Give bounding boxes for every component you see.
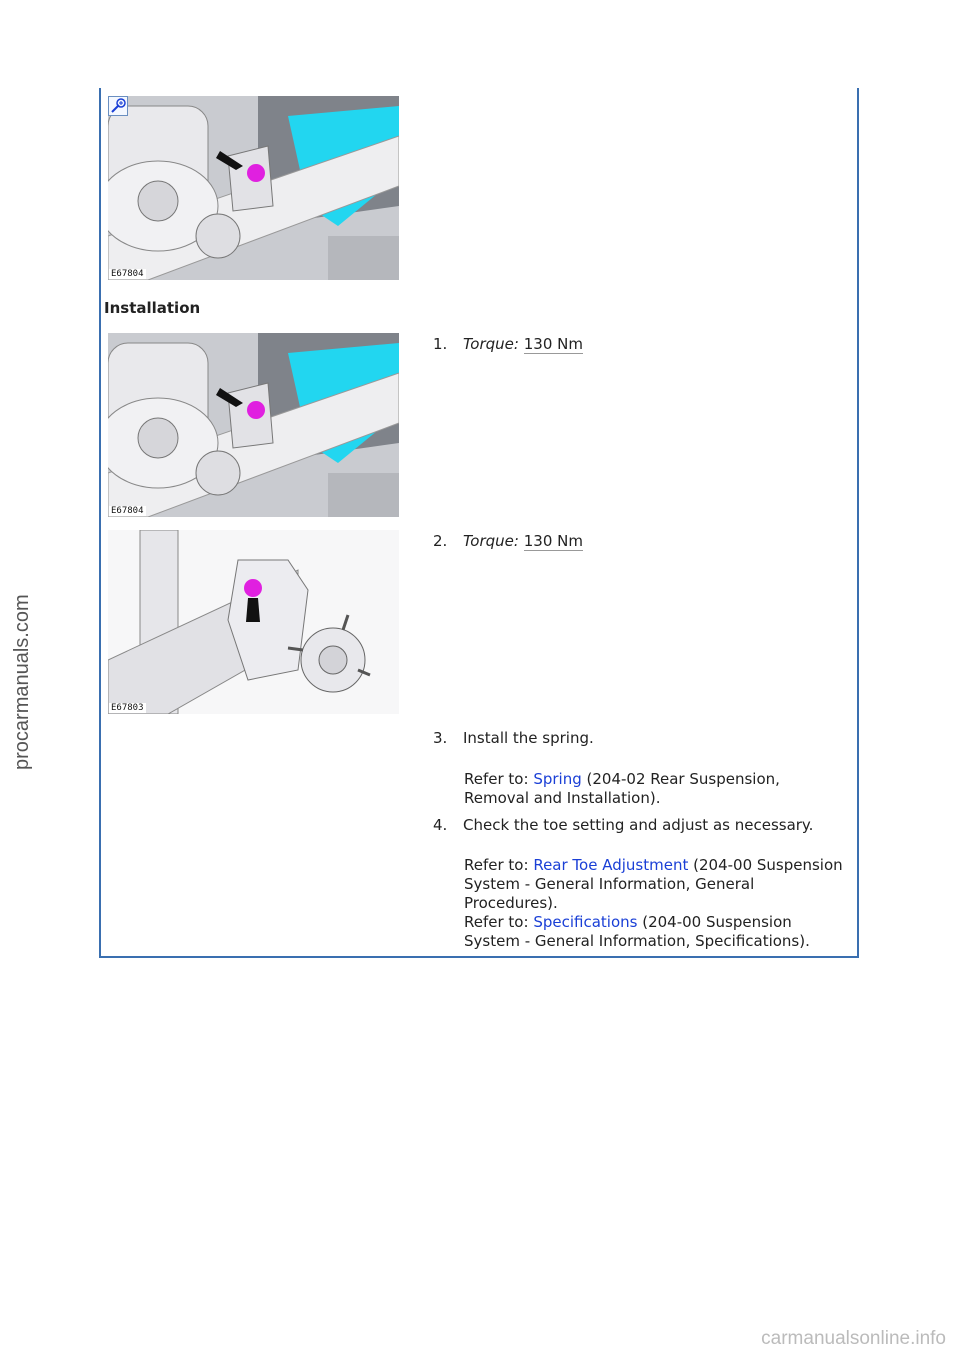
torque-label: Torque:	[463, 532, 519, 550]
specifications-link[interactable]: Specifications	[533, 913, 638, 931]
step-number: 1.	[433, 335, 448, 353]
step-1	[433, 335, 583, 354]
step-number: 2.	[433, 532, 448, 550]
refer-suffix: (204-02 Rear Suspension, Removal and Installation).	[464, 770, 780, 807]
figure-1	[108, 96, 399, 280]
figure-3	[108, 530, 399, 714]
step-4	[433, 816, 813, 835]
step-number: 3.	[433, 729, 448, 747]
step-number: 4.	[433, 816, 448, 834]
torque-value[interactable]: 130 Nm	[523, 335, 583, 353]
step-text: Install the spring.	[463, 729, 594, 747]
refer-prefix: Refer to:	[464, 856, 529, 874]
step-3-reference	[464, 770, 844, 808]
refer-prefix: Refer to:	[464, 770, 529, 788]
figure-code: E67803	[111, 703, 144, 713]
watermark-procarmanuals: procarmanuals.com	[11, 594, 33, 770]
figure-code: E67804	[111, 269, 144, 279]
step-2	[433, 532, 583, 551]
figure-2	[108, 333, 399, 517]
spring-link[interactable]: Spring	[533, 770, 582, 788]
step-text: Check the toe setting and adjust as necessary.	[463, 816, 814, 834]
watermark-carmanualsonline: carmanualsonline.info	[761, 1328, 946, 1349]
step-4-reference	[464, 856, 844, 951]
zoom-icon[interactable]	[108, 96, 128, 116]
torque-label: Torque:	[463, 335, 519, 353]
step-3	[433, 729, 594, 748]
refer-prefix: Refer to:	[464, 913, 529, 931]
refer-suffix: (204-00 Suspension System - General Information, Specifications).	[464, 913, 810, 950]
torque-value[interactable]: 130 Nm	[523, 532, 583, 550]
section-heading: Installation	[104, 299, 201, 317]
figure-code: E67804	[111, 506, 144, 516]
refer-suffix: (204-00 Suspension System - General Information, General Procedures).	[464, 856, 843, 912]
rear-toe-adjustment-link[interactable]: Rear Toe Adjustment	[533, 856, 689, 874]
